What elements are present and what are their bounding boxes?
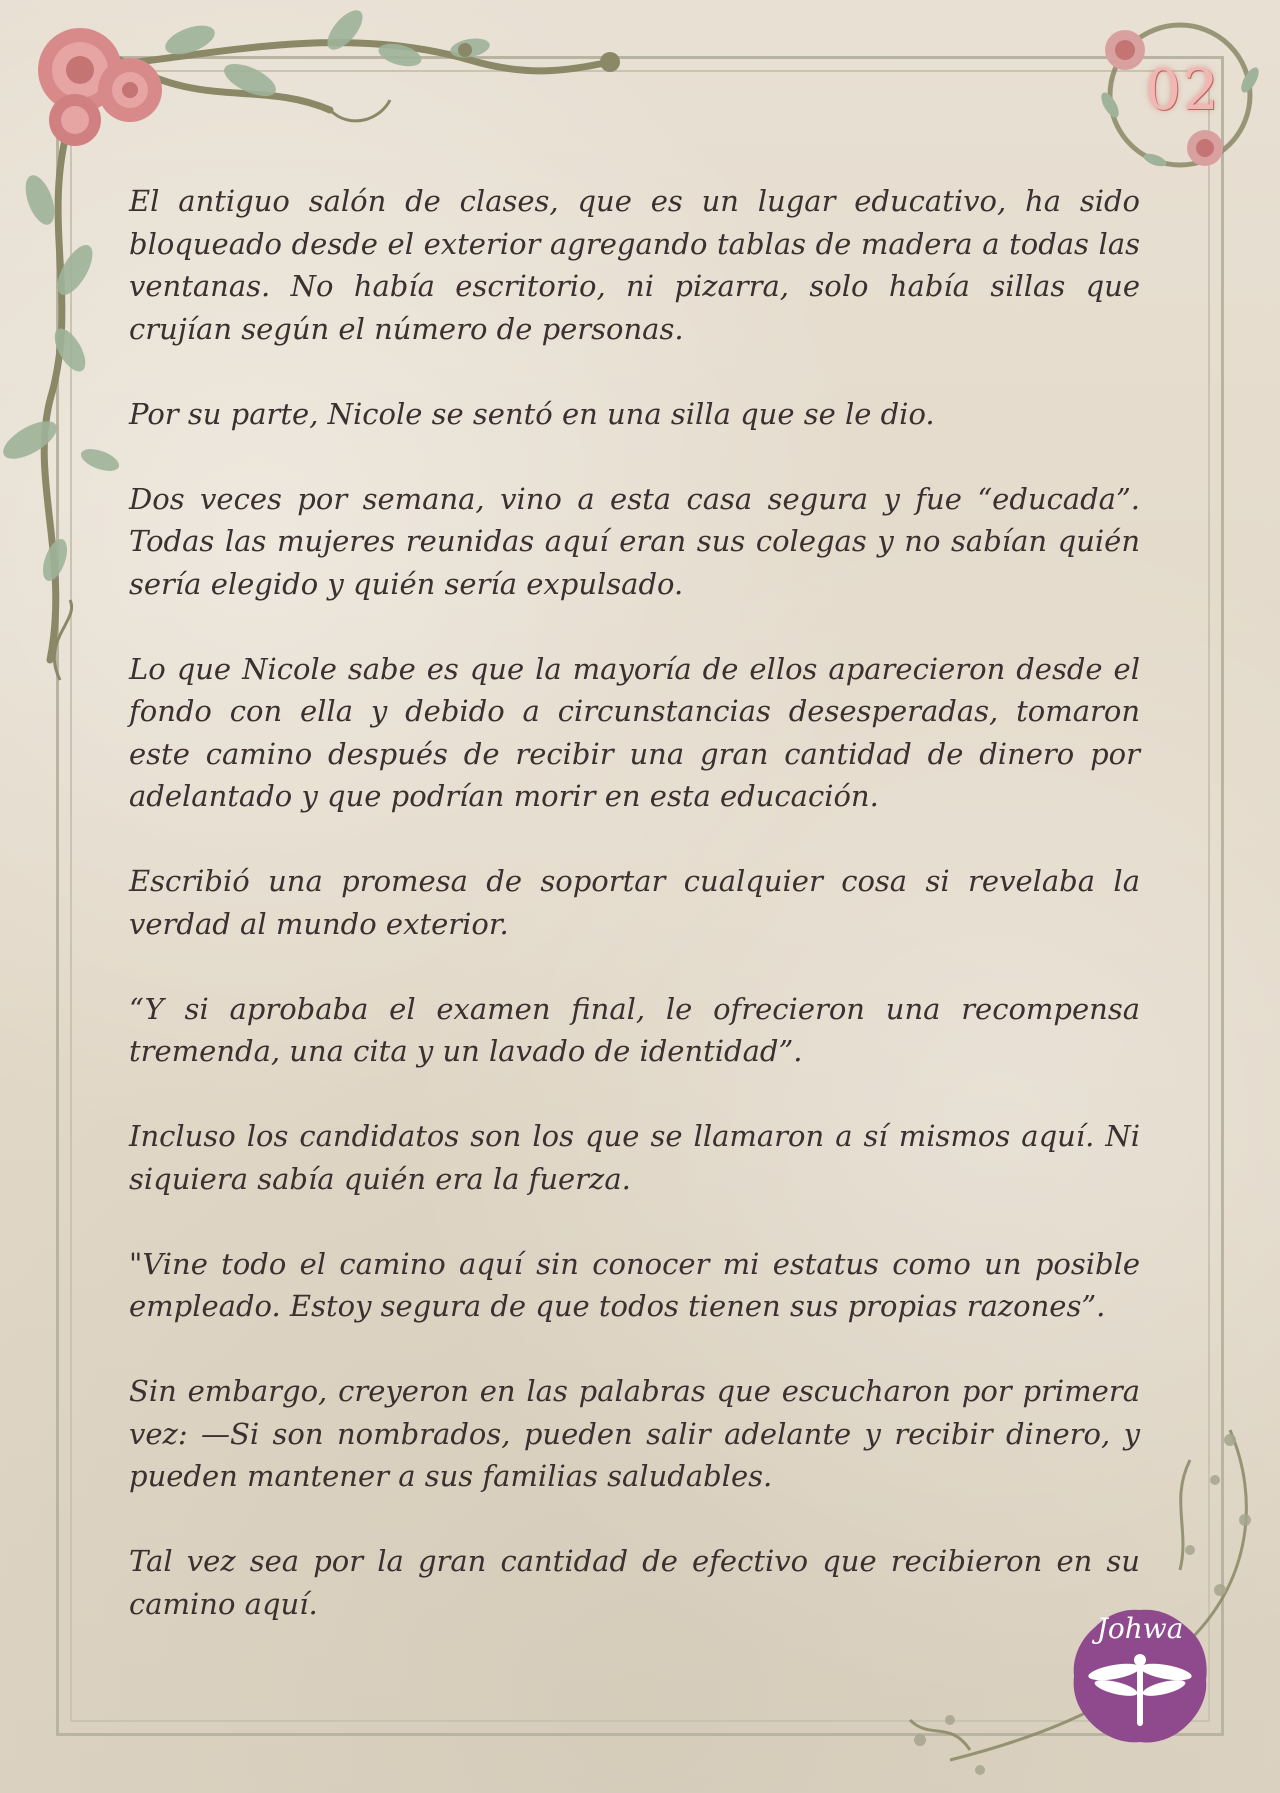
paragraph: “Y si aprobaba el examen final, le ofrecieron una recompensa tremenda, una cita y un lavado de identidad”. bbox=[129, 991, 1140, 1068]
paragraph: "Vine todo el camino aquí sin conocer mi estatus como un posible empleado. Estoy segura de que todos tienen sus propias razones”. bbox=[129, 1246, 1140, 1323]
paragraph: Lo que Nicole sabe es que la mayoría de ellos aparecieron desde el fondo con ella y debido a circunstancias desesperadas, tomaron este camino después de recibir una gran cantidad de dinero por adelantado y que podrían morir en esta educación. bbox=[129, 651, 1140, 813]
paragraph: El antiguo salón de clases, que es un lugar educativo, ha sido bloqueado desde el exterior agregando tablas de madera a todas las ventanas. No había escritorio, ni pizarra, solo había sillas que crujían según el número de personas. bbox=[129, 184, 1140, 346]
paragraph: Tal vez sea por la gran cantidad de efectivo que recibieron en su camino aquí. bbox=[129, 1544, 1140, 1621]
page-number: 02 bbox=[1145, 58, 1221, 123]
paragraph: Incluso los candidatos son los que se llamaron a sí mismos aquí. Ni siquiera sabía quién era la fuerza. bbox=[129, 1119, 1140, 1196]
paragraph: Por su parte, Nicole se sentó en una silla que se le dio. bbox=[129, 396, 935, 431]
paragraph: Dos veces por semana, vino a esta casa segura y fue “educada”. Todas las mujeres reunidas aquí eran sus colegas y no sabían quién sería elegido y quién sería expulsado. bbox=[129, 481, 1140, 601]
watermark-label: Johwa bbox=[1096, 1612, 1184, 1645]
story-text bbox=[129, 180, 1140, 1668]
paragraph: Escribió una promesa de soportar cualquier cosa si revelaba la verdad al mundo exterior. bbox=[129, 864, 1140, 941]
paragraph: Sin embargo, creyeron en las palabras que escucharon por primera vez: —Si son nombrados, pueden salir adelante y recibir dinero, y pueden mantener a sus familias saludables. bbox=[129, 1374, 1140, 1493]
